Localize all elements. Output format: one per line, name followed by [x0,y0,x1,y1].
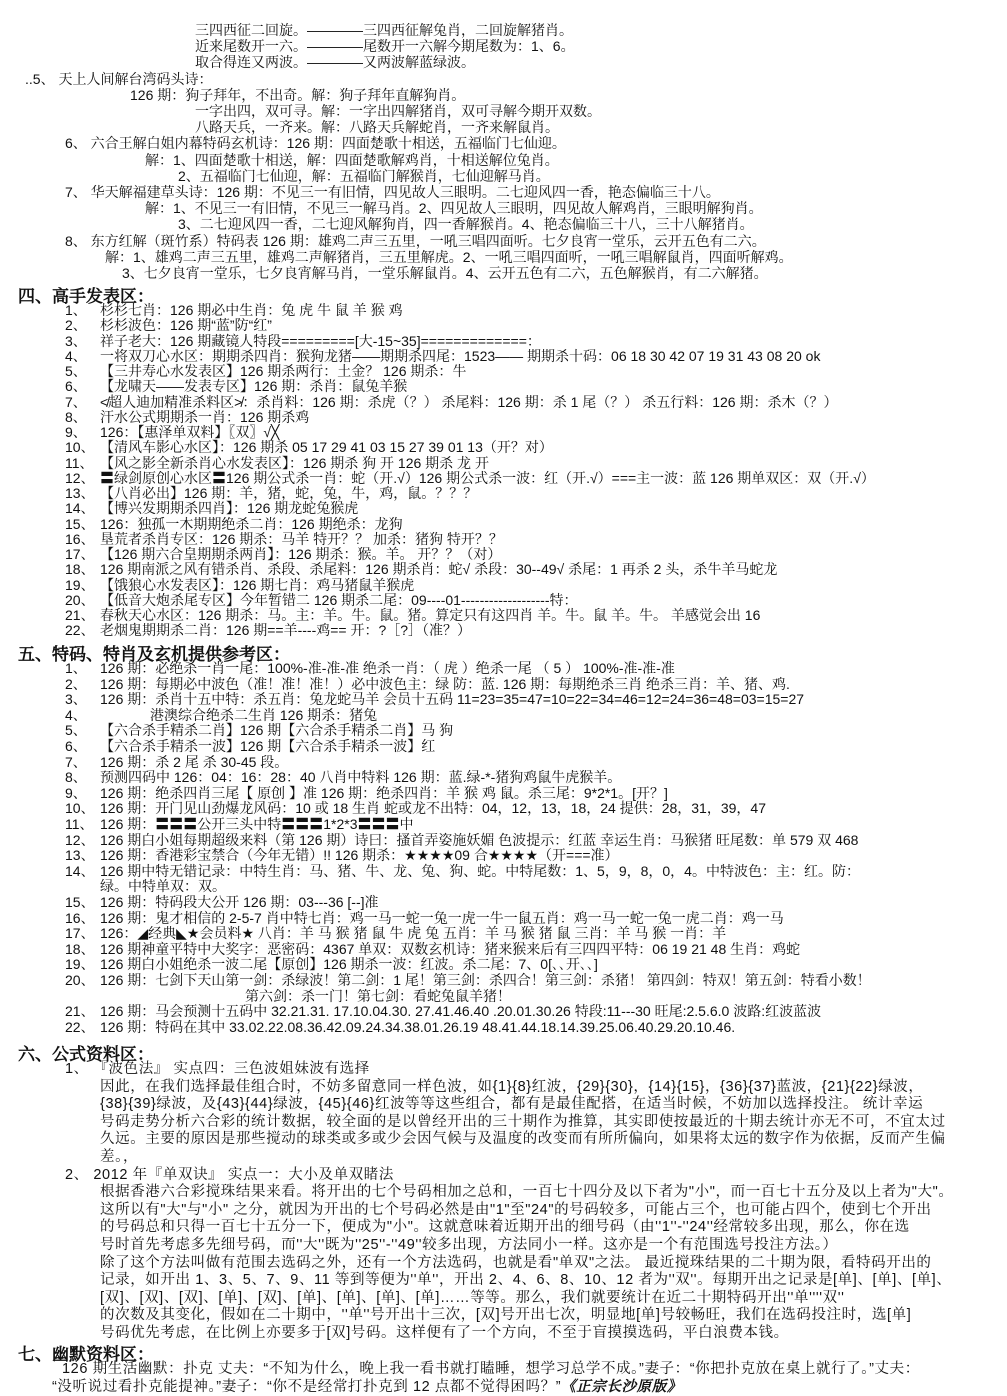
list-item [65,378,407,394]
paragraph-line: 记录，如开出 1、3、5、7、9、11 等到等便为''单''，开出 2、4、6、8、10、12 者为''双''。每期开出之记录是[单]、[单]、[单]、 [100,1272,952,1289]
item-number: 19、 [65,956,95,973]
list-item [65,592,578,608]
item-number: 18、 [65,940,95,957]
item-number: 17、 [65,925,95,942]
list-item [65,607,760,623]
paragraph-line: [双]、[双]、[双]、[单]、[双]、[单]、[单]、[单]、[单]……等等。那么，我们就要统计在近二十期特码开出''单''''双'' [100,1289,845,1306]
item-text: 祥子老大：126 期藏镜人特段=========[大-15~35]=============： [100,332,541,349]
section-title: 四、高手发表区： [18,287,154,306]
list-item [65,691,804,707]
text-line: 3、二七迎风四一香，二七迎风解狗肖，四一香解猴肖。4、艳态偏临三十八，三十八解猪肖。 [178,216,754,233]
list-item [65,816,414,832]
paragraph-line: 根据香港六合彩搅珠结果来看。将开出的七个号码相加之总和，一百七十四分及以下者为"小"，而一百七十五分及以上者为"大"。 [100,1184,954,1201]
item-number: 3、 [65,332,87,349]
item-number: 7、 [65,393,87,410]
item-number: 13、 [65,847,95,864]
section-title: 五、特码、特肖及玄机提供参考区： [18,645,290,664]
item-number: 5、 [65,363,87,379]
item-text: 126 期中特无错记录：中特生肖：马、猪、牛、龙、兔、狗、蛇。中特尾数：1、5，9，8，0，4。中特波色：主：红。防： [100,862,860,879]
list-item [65,707,377,723]
list-item [65,470,875,486]
list-item [65,847,619,863]
item-number: 14、 [65,500,95,517]
list-item [65,925,726,941]
item-text: 126 期：特码段大公开 126 期：03---36 [--]准 [100,894,379,910]
item-number: 10、 [65,800,95,817]
list-item [65,424,279,440]
list-item [65,894,379,910]
paragraph-line: 号时首先考虑多先细号码，而''大''既为''25''-''49''较多出现，方法同小一样。这亦是一个有范围选号投注方法。） [100,1237,838,1253]
text-line: 三四西征二回旋。————三四西征解兔肖，二回旋解猪肖。 [195,22,573,38]
item-text: 一将双刀心水区：期期杀四肖：猴狗龙猪——期期杀四尾：1523—— 期期杀十码：06 18 30 42 07 19 31 43 08 20 ok [100,347,821,364]
humor-text: “没听说过看扑克能提神。”妻子：“你不是经常打扑克到 12 点都不觉得困吗？” [52,1379,562,1395]
list-item [65,531,503,547]
item-number: 9、 [65,424,87,440]
paragraph-line: 1、 『波色法』 实点四：三色波姐妹波有选择 [65,1061,370,1077]
item-text: 预测四码中 126：04：16：28：40 八肖中特料 126 期：蓝.绿-*-猪狗鸡鼠牛虎猴羊。 [100,769,622,786]
list-item [65,956,598,972]
item-text: 126：◢经典◣★会员料★ 八肖：羊 马 猴 猪 鼠 牛 虎 兔 五肖：羊 马 猴 猪 鼠 三肖：羊 马 猴 一肖：羊 [100,925,727,942]
item-text: 126 期：〓〓〓公开三头中特〓〓〓1*2*3〓〓〓中 [100,816,414,832]
item-number: 13、 [65,485,95,501]
item-number: 11、 [65,816,94,832]
text-line: 八路天兵，一齐来。解：八路天兵解蛇肖，一齐来解鼠肖。 [195,119,559,136]
list-item [65,439,553,455]
list-item [65,941,800,957]
item-number: 4、 [65,347,87,364]
item-text: 126 期：每期必中波色（准！准！准！）必中波色主：绿 防：蓝. 126 期：每期绝杀三肖 绝杀三肖：羊、猪、鸡. [100,675,790,692]
item-number: 22、 [65,622,95,639]
item-text: 老烟鬼期期杀二肖：126 期==羊----鸡== 开：?［?］（准？） [100,622,472,639]
item-text: 港澳综合绝杀二生肖 126 期杀：猪兔 [150,706,378,723]
list-item [65,754,288,770]
item-continuation: 绿。中特单双：双。 [100,878,226,895]
item-text: 126 期：绝杀四肖三尾【 原创 】准 126 期：绝杀四肖：羊 猴 鸡 鼠。杀三尾：9*2*1。[开？] [100,784,668,801]
text-line: 一字出四，双可寻。解：一字出四解猪肖，双可寻解今期开双数。 [195,103,601,119]
item-text: 126 期南派之风有错杀肖、杀段、杀尾料：126 期杀肖：蛇√ 杀段：30--49√ 杀尾：1 再杀 2 头，杀牛羊马蛇龙 [100,561,778,578]
list-item [65,333,541,349]
item-text: 126：独孤一木期期绝杀二肖：126 期绝杀：龙狗 [100,515,403,532]
item-text: 【饿狼心水发表区】：126 期七肖：鸡马猪鼠羊猴虎 [100,576,415,593]
paragraph-line: 的次数及其变化，假如在二十期中，''单''号开出十三次，[双]号开出七次，明显地[单]号较畅旺，我们在选码投注时，选[单] [100,1307,912,1324]
list-item [65,1019,735,1035]
item-number: 7、 [65,753,87,770]
item-number: 4、 [65,706,87,723]
list-item [65,660,675,676]
item-number: 2、 [65,675,87,692]
item-number: 20、 [65,591,95,608]
item-text: 126：【惠泽单双料】〖双〗√╳ [100,424,280,440]
item-text: 126 期：马会预测十五码中 32.21.31. 17.10.04.30. 27.41.46.40 .20.01.30.26 特段:11---30 旺尾:2.5.6.0 波路:红波蓝波 [100,1003,822,1020]
item-text: 126 期：香港彩宝禁合（今年无错）!! 126 期杀：★★★★09 合★★★★（开===准） [100,847,619,864]
item-number: 1、 [65,302,87,318]
list-item [65,863,860,879]
item-text: ≮超人迪加精准杀料区≯：杀肖料：126 期：杀虎（？） 杀尾料：126 期：杀 1 尾（？） 杀五行料：126 期：杀木（？） [100,393,838,410]
list-item [65,800,766,816]
text-line: 解：1、四面楚歌十相送，解：四面楚歌解鸡肖，十相送解位兔肖。 [145,151,559,168]
list-item [65,363,466,379]
item-number: 9、 [65,784,87,801]
list-item [65,785,668,801]
paragraph-line: 号码优先考虑，在比例上亦要多于[双]号码。这样便有了一个方向，不至于盲摸摸选码，平白浪费本钱。 [100,1325,789,1341]
item-text: 126 期：七剑下天山第一剑：杀绿波！第二剑：1 尾！第三剑：杀四合！第三剑：杀猪！ 第四剑：特双！第五剑：特看小数！ [100,972,871,988]
paragraph-line: 差。， [100,1149,139,1165]
humor-line: 126 期生活幽默：扑克 丈夫：“不知为什么，晚上我一看书就打瞌睡，想学习总学不成。”妻子：“你把扑克放在桌上就行了。”丈夫： [62,1361,920,1377]
item-number: 18、 [65,561,95,578]
list-item [65,409,309,425]
list-item [65,676,790,692]
item-text: 126 期：必绝杀一肖一尾：100%-准-准-准 绝杀一肖：（ 虎 ）绝杀一尾 （ 5 ） 100%-准-准-准 [100,660,675,676]
item-number: 1、 [65,660,87,676]
item-text: 【三井寿心水发表区】126 期杀两行：土金？ 126 期杀：牛 [100,363,467,379]
item-number: 19、 [65,576,95,593]
item-text: 【低音大炮杀尾专区】今年暂错二 126 期杀二尾：09----01-------------------特： [100,591,578,608]
list-item [65,972,871,988]
item-number: 15、 [65,515,95,532]
item-text: 126 期：杀肖十五中特：杀五肖：兔龙蛇马羊 会员十五码 11=23=35=47=10=22=34=46=12=24=36=48=03=15=27 [100,691,805,708]
item-text: 126 期：鬼才相信的 2-5-7 肖中特七肖：鸡一马一蛇一兔一虎一牛一鼠五肖：鸡一马一蛇一兔一虎二肖：鸡一马 [100,909,784,926]
paragraph-line: 这所以有"大"与"小" 之分，就因为开出的七个号码必然是由"1"至"24"的号码较多，可能占三个，也可能占四个，使到七个开出 [100,1201,932,1218]
item-text: 【清风车影心水区】：126 期杀 05 17 29 41 03 15 27 39 01 13（开？对） [100,439,553,456]
text-line: 126 期：狗子拜年，不出奇。解：狗子拜年直解狗肖。 [130,86,466,103]
text-line: 近来尾数开一六。————尾数开一六解今期尾数为：1、6。 [195,38,575,55]
section-title: 六、公式资料区： [18,1045,154,1064]
paragraph-line: 2、 2012 年『单双诀』 实点一：大小及单双睹法 [65,1166,395,1183]
item-number: 15、 [65,894,95,910]
paragraph-line: 因此，在我们选择最佳组合时，不妨多留意同一样色波，如{1}{8}红波，{29}{30}，{14}{15}，{36}{37}蓝波，{21}{22}绿波， [100,1078,924,1095]
item-text: 【风之影全新杀肖心水发表区】：126 期杀 狗 开 126 期杀 龙 开 [100,454,489,471]
item-text: 【126 期六合皇期期杀两肖】：126 期杀：猴。羊。 开？？（对） [100,546,502,562]
item-number: 5、 [65,722,87,739]
list-item [65,546,501,562]
text-line: 8、 东方红解（斑竹系）特码表 126 期：雄鸡二声三五里，一吼三唱四面听。七夕良宵一堂乐，云开五色有二六。 [65,232,766,249]
item-text: 【六合杀手精杀一波】126 期【六合杀手精杀一波】红 [100,738,436,754]
text-line: 3、七夕良宵一堂乐，七夕良宵解马肖，一堂乐解鼠肖。4、云开五色有二六，五色解猴肖，有二六解猪。 [122,265,768,281]
paragraph-line: 久远。主要的原因是那些搅动的球类或多或少会因气候与及温度的改变而有所所偏向，如果将太远的数字作为依据，反而产生偏 [100,1131,946,1148]
text-line: ..5、 天上人间解台湾码头诗： [25,70,213,87]
list-item [65,577,414,593]
item-number: 10、 [65,439,95,456]
item-number: 14、 [65,862,95,879]
list-item [65,485,477,501]
item-number: 21、 [65,1003,95,1020]
list-item [65,455,489,471]
item-number: 16、 [65,530,95,547]
item-number: 3、 [65,691,87,708]
item-text: 春秋天心水区：126 期杀：马。主：羊。牛。鼠。猪。算定只有这四肖 羊。牛。鼠 羊。牛。 羊感觉会出 16 [100,607,761,623]
text-line: 取合得连又两波。————又两波解蓝绿波。 [195,54,475,71]
list-item [65,394,837,410]
list-item [65,516,403,532]
text-line: 解：1、雄鸡二声三五里，雄鸡二声解猪肖，三五里解虎。2、一吼三唱四面听，一吼三唱解鼠肖，四面听解鸡。 [105,248,793,265]
paragraph-line: 号码走势分析六合彩的统计数据，较全面的是以曾经开出的三十期作为推算，其实即使按最近的十期去统计亦无不可，不宜太过 [100,1113,946,1130]
item-number: 22、 [65,1018,95,1035]
item-number: 6、 [65,738,87,754]
list-item [65,302,403,318]
paragraph-line: 的号码总和只得一百七十五分一下，便成为"小"。这就意味着近期开出的细号码（由''1''-''24''经常较多出现，那么，你在选 [100,1219,910,1236]
list-item [65,910,784,926]
item-number: 8、 [65,408,87,425]
list-item [65,738,435,754]
item-text: 126 期白小姐每期超级来料（第 126 期）诗曰：搔首弄姿施妖媚 色波提示：红蓝 幸运生肖：马猴猪 旺尾数：单 579 双 468 [100,831,859,848]
list-item [65,348,820,364]
item-text: 【六合杀手精杀二肖】126 期【六合杀手精杀二肖】马 狗 [100,722,454,739]
item-number: 17、 [65,546,95,562]
item-number: 11、 [65,454,94,471]
item-number: 21、 [65,607,95,623]
item-number: 12、 [65,469,95,486]
item-text: 126 期白小姐绝杀一波二尾【原创】126 期杀一波：红波。杀二尾：7、0[､､开､､] [100,956,598,973]
list-item [65,832,858,848]
item-number: 20、 [65,972,95,988]
list-item [65,722,453,738]
list-item [65,500,358,516]
item-text: 杉杉七肖：126 期必中生肖：兔 虎 牛 鼠 羊 猴 鸡 [100,302,403,318]
list-item [65,769,621,785]
source-label: 《正宗长沙原版》 [561,1379,682,1395]
item-continuation: 第六剑：杀一门！第七剑：看蛇兔鼠羊猪！ [245,987,511,1004]
paragraph-line: {38}{39}绿波，及{43}{44}绿波，{45}{46}红波等等这些组合，都有是最佳配搭，在适当时候，不妨加以选择投注。 统计幸运 [100,1096,924,1113]
text-line: 解：1、不见三一有旧情，不见三一解马肖。2、四见故人三眼明，四见故人解鸡肖，三眼明解狗肖。 [145,200,763,217]
item-text: 〓绿剑原创心水区〓126 期公式杀一肖：蛇（开.√）126 期公式杀一波：红（开.√）===主一波：蓝 126 期单双区：双（开.√） [100,469,875,486]
text-line: 2、五福临门七仙迎，解：五福临门解猴肖，七仙迎解马肖。 [178,167,550,184]
item-number: 12、 [65,831,95,848]
item-text: 【博兴发期期杀四肖】：126 期龙蛇兔猴虎 [100,500,359,517]
list-item [65,317,272,333]
item-text: 【八肖必出】126 期：羊，猪，蛇，兔，牛，鸡，鼠。？？？ [100,485,478,501]
humor-line [52,1378,682,1396]
list-item [65,561,777,577]
list-item [65,622,471,638]
item-number: 6、 [65,378,87,395]
item-text: 垦荒者杀肖专区：126 期杀：马羊 特开？？ 加杀：猪狗 特开？？ [100,530,503,547]
item-text: 126 期神童平特中大奖字：恶密码：4367 单双：双数玄机诗：猪来猴来后有三四四平特：06 19 21 48 生肖：鸡蛇 [100,940,801,957]
list-item [65,1003,821,1019]
item-number: 2、 [65,317,87,334]
item-text: 126 期：开门见山劲爆龙风码：10 或 18 生肖 蛇或龙不出特：04，12，13，18，24 提供：28，31，39，47 [100,800,766,817]
item-text: 汗水公式期期杀一肖：126 期杀鸡 [100,408,310,425]
item-text: 126 期：杀 2 尾 杀 30-45 段。 [100,753,289,770]
section-title: 七、幽默资料区： [18,1345,154,1364]
item-number: 16、 [65,909,95,926]
item-number: 8、 [65,769,87,786]
text-line: 7、 华天解福建草头诗：126 期：不见三一有旧情，四见故人三眼明。二七迎风四一香，艳态偏临三十八。 [65,184,720,200]
text-line: 6、 六合王解白姐内幕特码玄机诗：126 期：四面楚歌十相送，五福临门七仙迎。 [65,135,566,152]
paragraph-line: 除了这个方法叫做有范围去选码之外，还有一个方法选码，也就是看"单双"之法。 最近搅珠结果的二十期为限，看特码开出的 [100,1254,932,1271]
item-text: 【龙啸天——发表专区】126 期：杀肖：鼠兔羊猴 [100,378,408,395]
item-text: 杉杉波色：126 期“蓝”防“红” [100,317,272,334]
item-text: 126 期：特码在其中 33.02.22.08.36.42.09.24.34.38.01.26.19 48.41.44.18.14.39.25.06.40.29.20.10.46. [100,1018,736,1035]
